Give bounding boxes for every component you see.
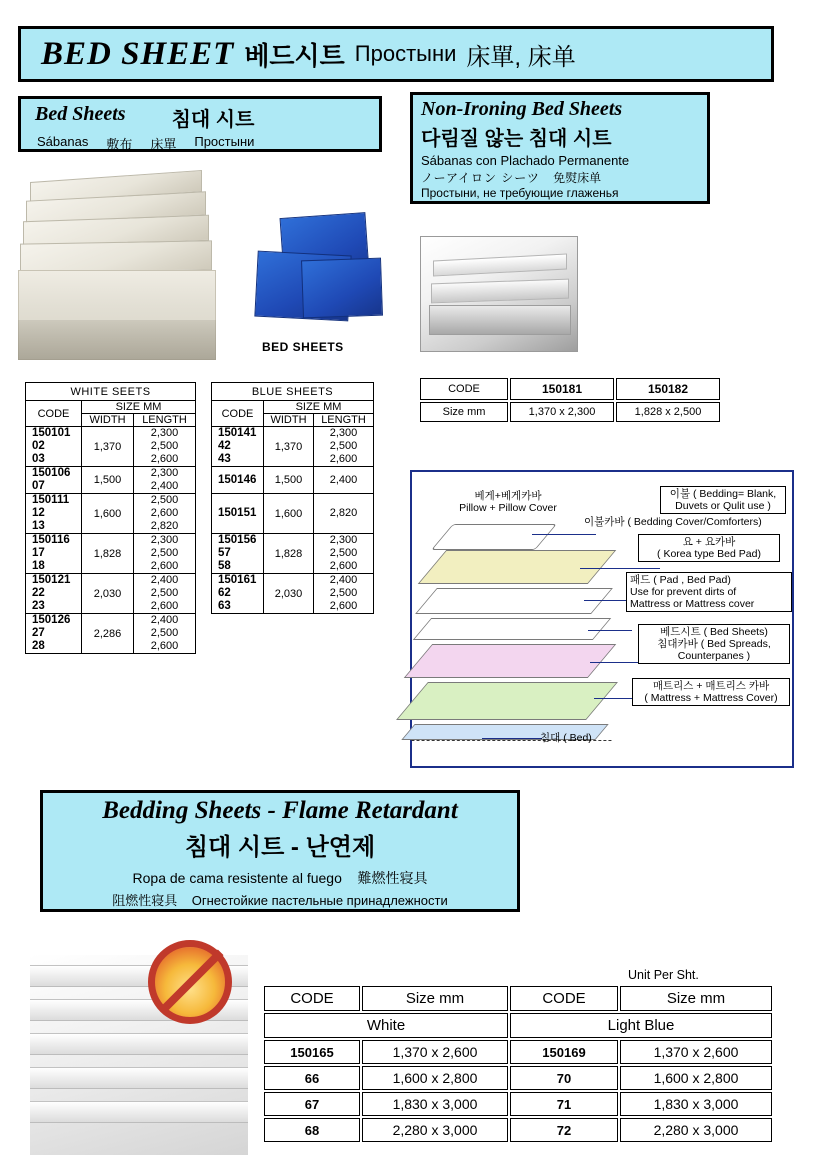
white-col-width: WIDTH [82, 414, 134, 427]
blue-lengths: 2,400 [314, 467, 374, 494]
white-lengths: 2,400 2,500 2,600 [134, 614, 196, 654]
noniron-size-label: Size mm [420, 402, 508, 422]
noniron-title-cn: 免熨床单 [553, 171, 602, 185]
table-row [264, 1118, 772, 1142]
white-sheets-title-en: Bed Sheets [35, 103, 126, 125]
pad-callout: 패드 ( Pad , Bed Pad) Use for prevent dirts of Mattress or Mattress cover [626, 572, 792, 612]
table-row [26, 494, 374, 534]
blue-lengths: 2,820 [314, 494, 374, 534]
white-code-group: 150106 07 [26, 467, 82, 494]
blue-width: 1,600 [264, 494, 314, 534]
page-title: BED SHEET [41, 35, 235, 72]
noniron-sheet-photo [420, 236, 578, 352]
white-sheets-header [18, 96, 382, 152]
duvet-callout: 이불 ( Bedding= Blank, Duvets or Qulit use ) [660, 486, 786, 514]
bedsheet-layer [404, 644, 617, 678]
bt-code-white: 150165 [264, 1040, 360, 1064]
blue-lengths: 2,300 2,500 2,600 [314, 534, 374, 574]
blue-code-group: 150146 [212, 467, 264, 494]
bt-code-blue: 71 [510, 1092, 618, 1116]
bt-col-code-blue: CODE [510, 986, 618, 1011]
table-row [26, 574, 374, 614]
pad-layer [413, 618, 611, 640]
mattress-layer [396, 682, 618, 720]
white-lengths: 2,300 2,400 [134, 467, 196, 494]
noniron-title-en: Non-Ironing Bed Sheets [421, 98, 623, 120]
bedsheet-callout: 베드시트 ( Bed Sheets) 침대카바 ( Bed Spreads, Counterpanes ) [638, 624, 790, 664]
bt-size-white: 1,600 x 2,800 [362, 1066, 508, 1090]
bt-group-white: White [264, 1013, 508, 1038]
bt-size-white: 1,830 x 3,000 [362, 1092, 508, 1116]
yo-callout: 요 + 요카바 ( Korea type Bed Pad) [638, 534, 780, 562]
bt-col-size-white: Size mm [362, 986, 508, 1011]
table-row [26, 467, 374, 494]
blue-width: 1,828 [264, 534, 314, 574]
white-width: 1,600 [82, 494, 134, 534]
white-width: 1,828 [82, 534, 134, 574]
white-lengths: 2,300 2,500 2,600 [134, 427, 196, 467]
blue-lengths: 2,300 2,500 2,600 [314, 427, 374, 467]
bt-group-blue: Light Blue [510, 1013, 772, 1038]
white-width: 2,030 [82, 574, 134, 614]
white-sheets-title-cn: 床單 [150, 137, 177, 152]
table-row [26, 534, 374, 574]
flame-title-es: Ropa de cama resistente al fuego [132, 870, 342, 886]
blue-width: 1,370 [264, 427, 314, 467]
noniron-size-1: 1,370 x 2,300 [510, 402, 614, 422]
yo-layer [415, 588, 613, 614]
white-code-group: 150116 17 18 [26, 534, 82, 574]
bt-size-white: 2,280 x 3,000 [362, 1118, 508, 1142]
page-title-chinese: 床單, 床单 [466, 43, 576, 71]
flame-retardant-banner [40, 790, 520, 912]
white-width: 1,370 [82, 427, 134, 467]
mattress-callout: 매트리스 + 매트리스 카바 ( Mattress + Mattress Cover) [632, 678, 790, 706]
noniron-title-jp: ノーアイロン シーツ [421, 171, 540, 185]
blue-table-title: BLUE SHEETS [212, 383, 374, 401]
blue-col-width: WIDTH [264, 414, 314, 427]
noniron-code-1: 150181 [510, 378, 614, 400]
unit-per-sheet-note: Unit Per Sht. [628, 968, 699, 982]
white-width: 2,286 [82, 614, 134, 654]
white-width: 1,500 [82, 467, 134, 494]
flame-title-cn-trad: 難燃性寝具 [357, 870, 428, 886]
noniron-sheets-header [410, 92, 710, 204]
pillow-layer [431, 524, 557, 550]
white-lengths: 2,400 2,500 2,600 [134, 574, 196, 614]
white-lengths: 2,300 2,500 2,600 [134, 534, 196, 574]
white-sheets-title-es: Sábanas [37, 134, 89, 149]
table-row [26, 427, 374, 467]
flame-title-ko: 침대 시트 - 난연제 [184, 834, 376, 861]
blue-col-code: CODE [212, 401, 264, 427]
blue-bed-sheet-photo [256, 215, 386, 335]
blue-width: 2,030 [264, 574, 314, 614]
noniron-code-label: CODE [420, 378, 508, 400]
sheet-size-tables [25, 382, 374, 654]
bt-code-blue: 70 [510, 1066, 618, 1090]
blue-col-size: SIZE MM [264, 401, 374, 414]
duvet-cover-caption: 이불카바 ( Bedding Cover/Comforters) [584, 516, 762, 528]
white-code-group: 150111 12 13 [26, 494, 82, 534]
bed-caption: 침대 ( Bed) [540, 732, 592, 744]
white-col-size: SIZE MM [82, 401, 196, 414]
bt-size-blue: 2,280 x 3,000 [620, 1118, 772, 1142]
bt-code-white: 68 [264, 1118, 360, 1142]
noniron-title-ru: Простыни, не требующие глаженья [421, 186, 619, 200]
blue-code-group: 150141 42 43 [212, 427, 264, 467]
noniron-title-ko: 다림질 않는 침대 시트 [421, 128, 612, 150]
blue-width: 1,500 [264, 467, 314, 494]
table-row [26, 614, 374, 654]
table-row [264, 1040, 772, 1064]
no-flame-icon [148, 940, 232, 1024]
white-col-code: CODE [26, 401, 82, 427]
bedding-layers-diagram [410, 470, 794, 768]
noniron-code-table [418, 376, 722, 424]
bt-size-blue: 1,830 x 3,000 [620, 1092, 772, 1116]
bt-col-size-blue: Size mm [620, 986, 772, 1011]
bt-code-white: 66 [264, 1066, 360, 1090]
bt-size-blue: 1,600 x 2,800 [620, 1066, 772, 1090]
blue-code-group: 150151 [212, 494, 264, 534]
page-title-korean: 베드시트 [244, 40, 345, 71]
white-sheets-title-ru: Простыни [194, 134, 255, 149]
flame-title-en: Bedding Sheets - Flame Retardant [102, 797, 458, 824]
white-sheets-title-jp: 敷布 [106, 137, 133, 152]
blue-sheets-caption: BED SHEETS [262, 340, 344, 354]
white-sheets-title-ko: 침대 시트 [171, 109, 255, 131]
bt-code-blue: 72 [510, 1118, 618, 1142]
white-code-group: 150101 02 03 [26, 427, 82, 467]
page-title-russian: Простыни [354, 41, 457, 66]
bt-col-code-white: CODE [264, 986, 360, 1011]
white-code-group: 150126 27 28 [26, 614, 82, 654]
flame-title-cn-simp: 阻燃性寝具 [112, 893, 178, 908]
white-lengths: 2,500 2,600 2,820 [134, 494, 196, 534]
blue-code-group: 150156 57 58 [212, 534, 264, 574]
blue-code-group: 150161 62 63 [212, 574, 264, 614]
white-code-group: 150121 22 23 [26, 574, 82, 614]
table-row [264, 1066, 772, 1090]
flame-retardant-size-table [262, 984, 774, 1144]
pillow-caption: 베게+베게카바 Pillow + Pillow Cover [459, 490, 557, 514]
table-row [264, 1092, 772, 1116]
page-title-banner [18, 26, 774, 82]
flame-title-ru: Огнестойкие пастельные принадлежности [191, 893, 448, 908]
bt-code-blue: 150169 [510, 1040, 618, 1064]
blue-col-length: LENGTH [314, 414, 374, 427]
white-bed-sheet-photo [20, 170, 220, 365]
bt-code-white: 67 [264, 1092, 360, 1116]
noniron-title-es: Sábanas con Plachado Permanente [421, 153, 630, 168]
noniron-code-2: 150182 [616, 378, 720, 400]
bt-size-white: 1,370 x 2,600 [362, 1040, 508, 1064]
blue-lengths: 2,400 2,500 2,600 [314, 574, 374, 614]
duvet-layer [418, 550, 617, 584]
white-table-title: WHITE SEETS [26, 383, 196, 401]
white-col-length: LENGTH [134, 414, 196, 427]
bt-size-blue: 1,370 x 2,600 [620, 1040, 772, 1064]
noniron-size-2: 1,828 x 2,500 [616, 402, 720, 422]
